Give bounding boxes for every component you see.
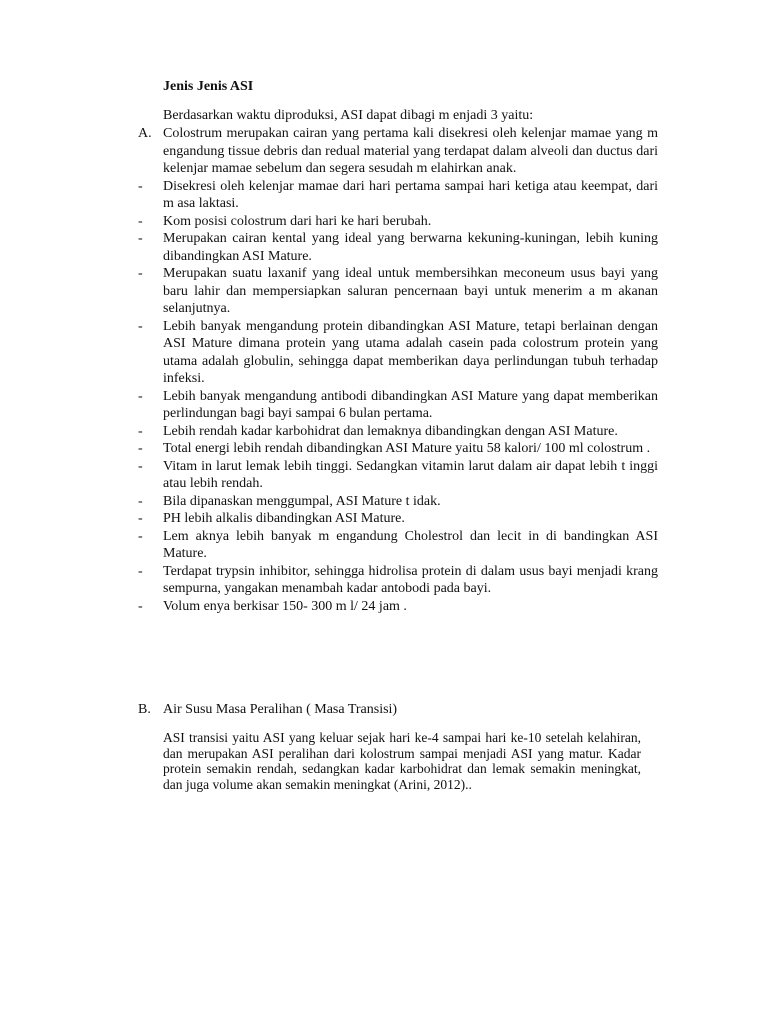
list-marker: - xyxy=(138,318,143,334)
transition-paragraph: ASI transisi yaitu ASI yang keluar sejak hari ke-4 sampai hari ke-10 setelah kelahiran, dan merupakan ASI peralihan dari kolostrum sampai menjadi ASI yang matur. Kadar protein semakin rendah, sedangkan kadar karbohidrat dan lemak semakin meningkat, dan juga volume akan semakin meningkat (Arini, 2012).. xyxy=(163,730,641,792)
list-item xyxy=(138,230,658,265)
list-item-text: Lebih banyak mengandung antibodi dibandingkan ASI Mature yang dapat memberikan perlindungan bagi bayi sampai 6 bulan pertama. xyxy=(163,388,658,421)
section-b-title: Air Susu Masa Peralihan ( Masa Transisi) xyxy=(163,702,398,717)
list-marker: - xyxy=(138,458,143,474)
list-marker: - xyxy=(138,231,143,246)
list-item-text: Volum enya berkisar 150- 300 m l/ 24 jam . xyxy=(163,598,407,614)
list-item xyxy=(138,388,658,423)
list-item-text: Total energi lebih rendah dibandingkan ASI Mature yaitu 58 kalori/ 100 ml colostrum . xyxy=(163,441,651,456)
list-item xyxy=(138,178,658,213)
list-marker: - xyxy=(138,388,143,404)
list-item xyxy=(138,528,658,563)
list-item-text: Lebih rendah kadar karbohidrat dan lemaknya dibandingkan dengan ASI Mature. xyxy=(163,423,618,439)
list-marker: - xyxy=(138,563,143,579)
list-marker: - xyxy=(138,511,143,526)
list-item-text: Lem aknya lebih banyak m engandung Cholestrol dan lecit in di bandingkan ASI Mature. xyxy=(163,528,658,561)
list-item xyxy=(138,265,658,318)
list-marker: - xyxy=(138,178,143,194)
colostrum-list xyxy=(138,125,658,615)
list-item-text: Kom posisi colostrum dari hari ke hari berubah. xyxy=(163,213,432,229)
list-item-text: Disekresi oleh kelenjar mamae dari hari pertama sampai hari ketiga atau keempat, dari m asa laktasi. xyxy=(163,178,658,211)
list-item-text: Vitam in larut lemak lebih tinggi. Sedangkan vitamin larut dalam air dapat lebih t inggi atau lebih rendah. xyxy=(163,458,658,491)
list-marker: - xyxy=(138,493,143,509)
list-item-text: Lebih banyak mengandung protein dibandingkan ASI Mature, tetapi berlainan dengan ASI Mature dimana protein yang utama adalah casein pada colostrum protein yang utama adalah globulin, sehingga dapat memberikan daya perlindungan tubuh terhadap infeksi. xyxy=(163,318,658,386)
list-item xyxy=(138,493,658,511)
list-marker: - xyxy=(138,423,143,439)
list-item xyxy=(138,458,658,493)
list-item-text: Bila dipanaskan menggumpal, ASI Mature t idak. xyxy=(163,493,441,509)
section-b-marker: B. xyxy=(138,702,151,717)
list-marker: - xyxy=(138,213,143,229)
list-item-text: Merupakan cairan kental yang ideal yang berwarna kekuning-kuningan, lebih kuning dibandingkan ASI Mature. xyxy=(163,231,658,264)
list-item xyxy=(138,125,658,178)
list-item-text: Merupakan suatu laxanif yang ideal untuk membersihkan meconeum usus bayi yang baru lahir dan mempersiapkan saluran pencernaan bayi untuk menerim a m akanan selanjutnya. xyxy=(163,266,658,316)
list-marker: A. xyxy=(138,126,152,141)
list-item xyxy=(138,213,658,231)
section-b xyxy=(138,701,658,719)
list-marker: - xyxy=(138,441,143,456)
list-item xyxy=(138,510,658,528)
list-item xyxy=(138,598,658,616)
list-marker: - xyxy=(138,528,143,544)
list-item-text: PH lebih alkalis dibandingkan ASI Mature. xyxy=(163,511,405,526)
list-item xyxy=(138,563,658,598)
list-marker: - xyxy=(138,266,143,281)
list-item xyxy=(138,318,658,388)
section-heading: Jenis Jenis ASI xyxy=(163,79,254,94)
list-item xyxy=(138,440,658,458)
list-marker: - xyxy=(138,598,143,614)
list-item-text: Terdapat trypsin inhibitor, sehingga hidrolisa protein di dalam usus bayi menjadi krang sempurna, yangakan menambah kadar antobodi pada bayi. xyxy=(163,563,658,596)
list-item-text: Colostrum merupakan cairan yang pertama kali disekresi oleh kelenjar mamae yang m engandung tissue debris dan redual material yang terdapat dalam alveoli dan ductus dari kelenjar mamae sebelum dan segera sesudah m elahirkan anak. xyxy=(163,126,658,176)
intro-sentence: Berdasarkan waktu diproduksi, ASI dapat dibagi m enjadi 3 yaitu: xyxy=(163,108,534,123)
list-item xyxy=(138,423,658,441)
